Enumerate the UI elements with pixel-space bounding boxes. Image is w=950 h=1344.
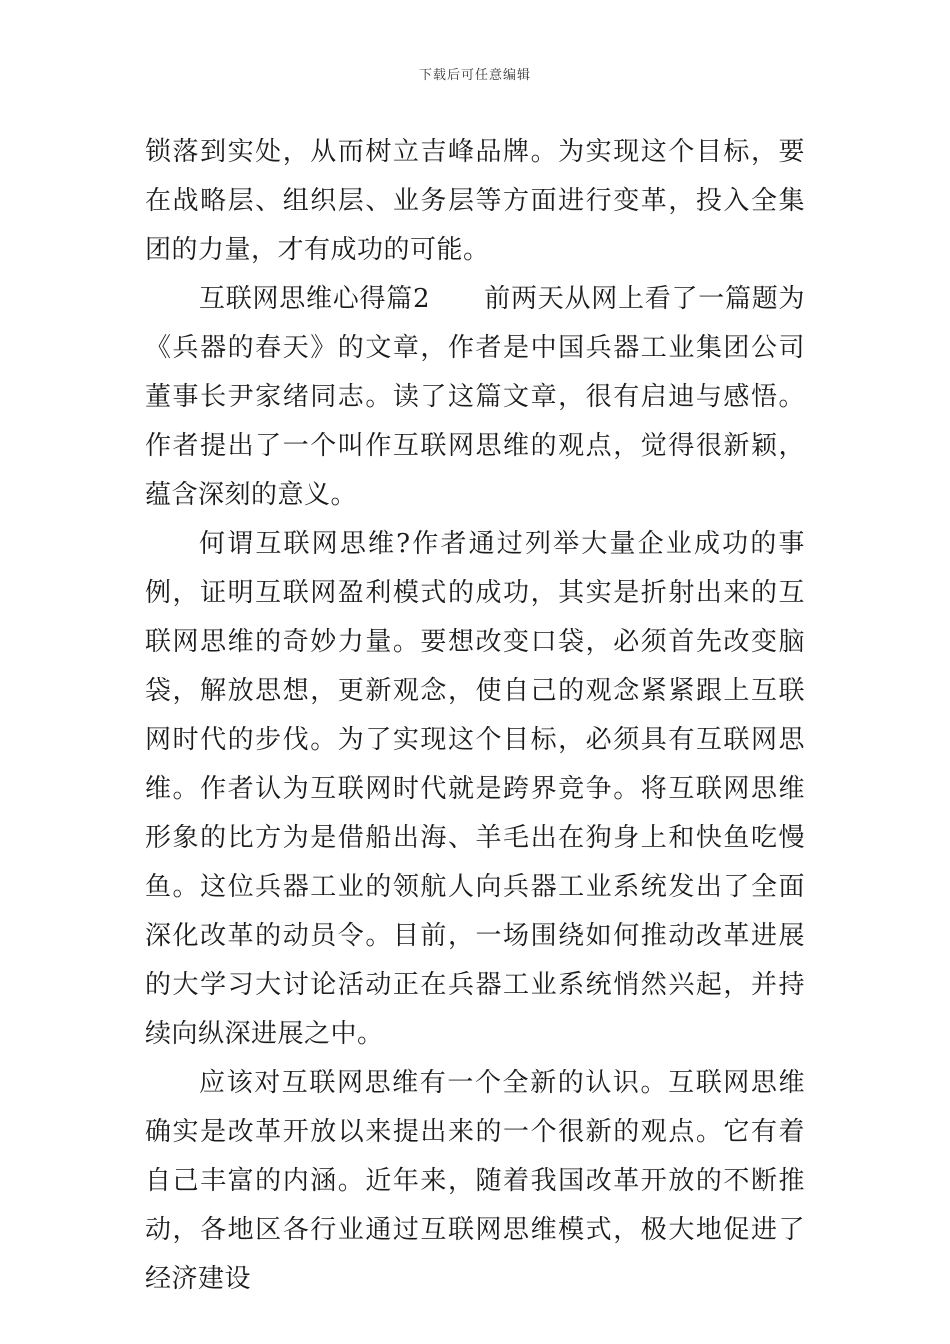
section-heading: 互联网思维心得篇2 <box>199 284 431 314</box>
paragraph-1: 锁落到实处，从而树立吉峰品牌。为实现这个目标，要在战略层、组织层、业务层等方面进行变革，投入全集团的力量，才有成功的可能。 <box>145 137 805 265</box>
paragraph-2 <box>145 275 805 520</box>
document-body <box>145 128 805 1304</box>
page-header: 下载后可任意编辑 <box>418 68 531 83</box>
paragraph-4: 应该对互联网思维有一个全新的认识。互联网思维确实是改革开放以来提出来的一个很新的观点。它有着自己丰富的内涵。近年来，随着我国改革开放的不断推动，各地区各行业通过互联网思维模式，极大地促进了经济建设 <box>145 1068 805 1294</box>
paragraph-2-text: 前两天从网上看了一篇题为《兵器的春天》的文章，作者是中国兵器工业集团公司董事长尹家绪同志。读了这篇文章，很有启迪与感悟。作者提出了一个叫作互联网思维的观点，觉得很新颖，蕴含深刻的意义。 <box>145 284 805 510</box>
paragraph-3: 何谓互联网思维?作者通过列举大量企业成功的事例，证明互联网盈利模式的成功，其实是折射出来的互联网思维的奇妙力量。要想改变口袋，必须首先改变脑袋，解放思想，更新观念，使自己的观念紧紧跟上互联网时代的步伐。为了实现这个目标，必须具有互联网思维。作者认为互联网时代就是跨界竞争。将互联网思维形象的比方为是借船出海、羊毛出在狗身上和快鱼吃慢鱼。这位兵器工业的领航人向兵器工业系统发出了全面深化改革的动员令。目前，一场围绕如何推动改革进展的大学习大讨论活动正在兵器工业系统悄然兴起，并持续向纵深进展之中。 <box>145 529 805 1049</box>
